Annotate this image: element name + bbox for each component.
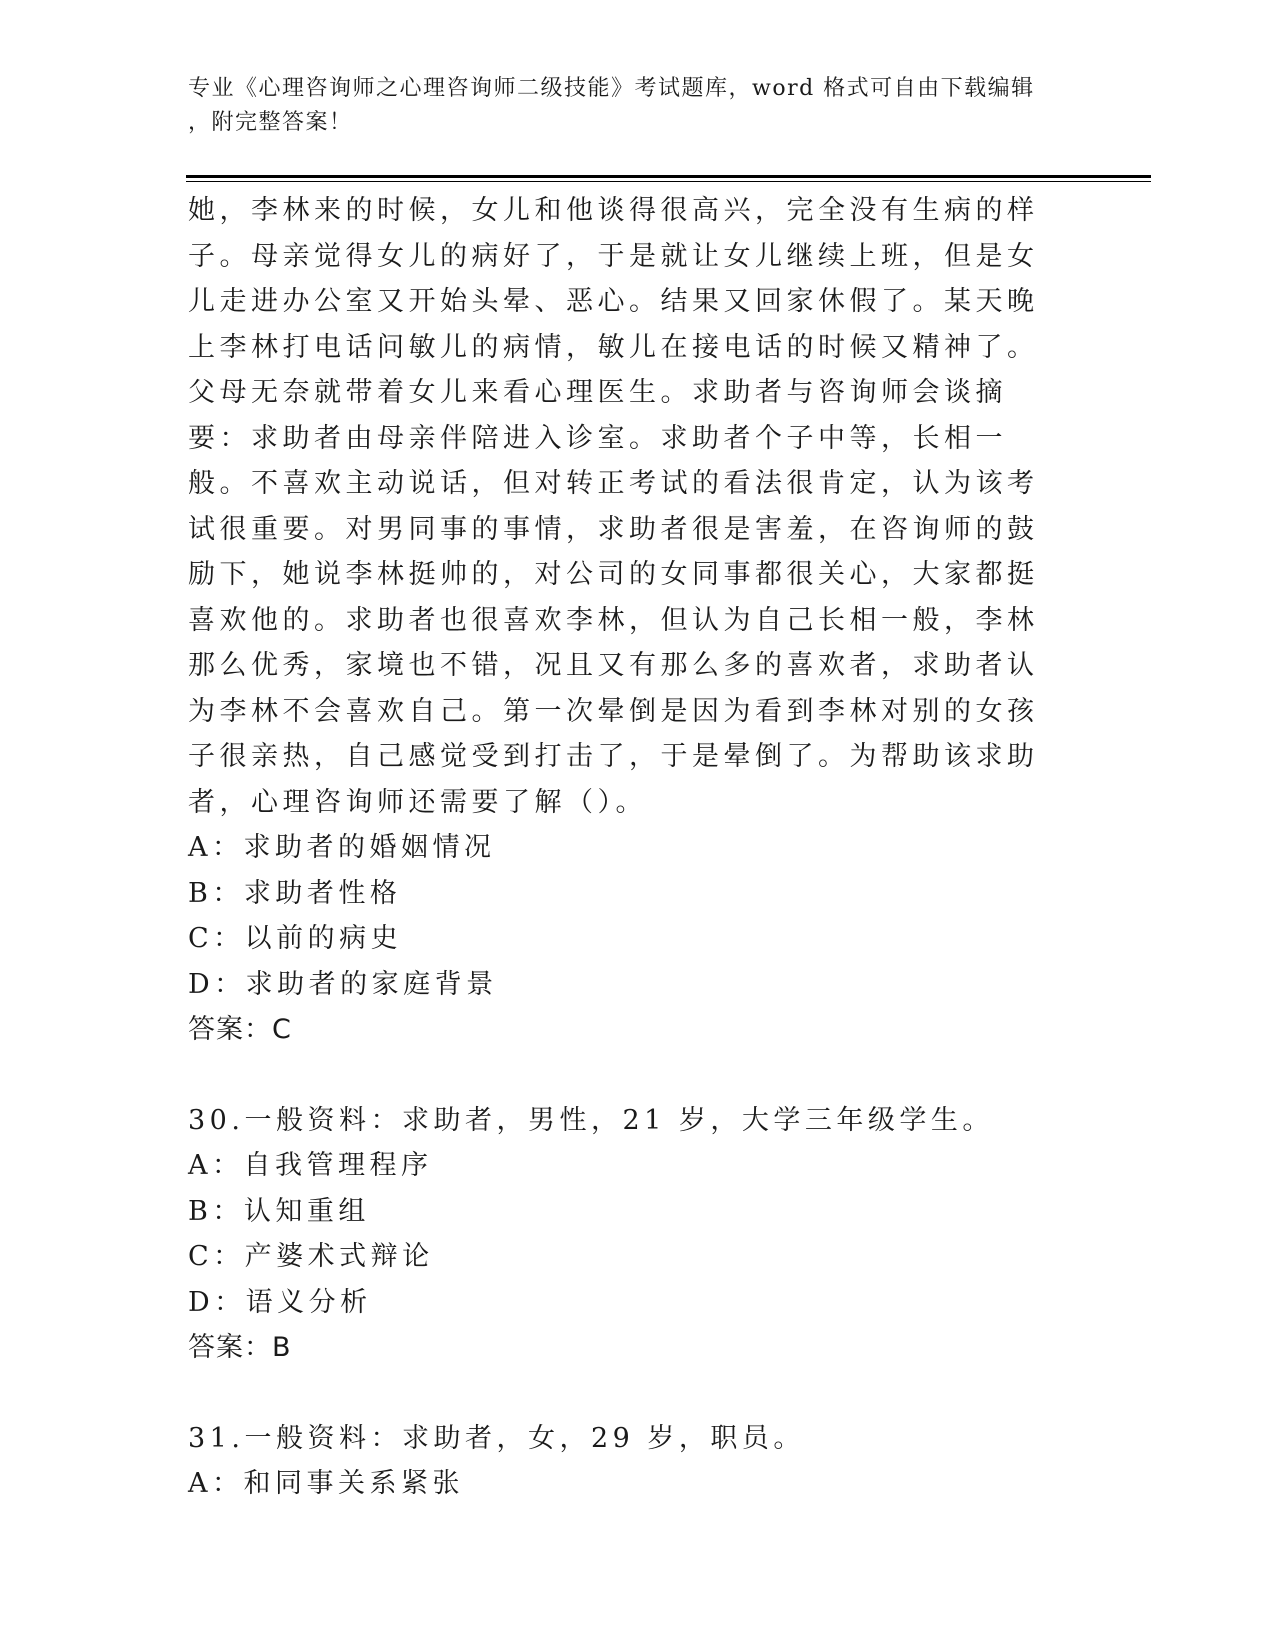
header-line-1: 专业《心理咨询师之心理咨询师二级技能》考试题库，word 格式可自由下载编辑 bbox=[188, 76, 1035, 101]
question-29-text: 她，李林来的时候，女儿和他谈得很高兴，完全没有生病的样子。母亲觉得女儿的病好了，于是就让女儿继续上班，但是女儿走进办公室又开始头晕、恶心。结果又回家休假了。某天晚上李林打电话问敏儿的病情，敏儿在接电话的时候又精神了。父母无奈就带着女儿来看心理医生。求助者与咨询师会谈摘要：求助者由母亲伴陪进入诊室。求助者个子中等，长相一般。不喜欢主动说话，但对转正考试的看法很肯定，认为该考试很重要。对男同事的事情，求助者很是害羞，在咨询师的鼓励下，她说李林挺帅的，对公司的女同事都很关心，大家都挺喜欢他的。求助者也很喜欢李林，但认为自己长相一般，李林那么优秀，家境也不错，况且又有那么多的喜欢者，求助者认为李林不会喜欢自己。第一次晕倒是因为看到李林对别的女孩子很亲热，自己感觉受到打击了，于是晕倒了。为帮助该求助者，心理咨询师还需要了解（）。 bbox=[188, 195, 1039, 818]
header-rule-thick bbox=[186, 175, 1151, 178]
question-30-option-a: A：自我管理程序 bbox=[188, 1150, 433, 1181]
question-29-option-a: A：求助者的婚姻情况 bbox=[188, 832, 496, 863]
header-line-2: ，附完整答案！ bbox=[188, 110, 353, 135]
document-body bbox=[188, 188, 1068, 1507]
question-30-title: 30.一般资料：求助者，男性，21 岁，大学三年级学生。 bbox=[188, 1104, 994, 1136]
question-31-option-a: A：和同事关系紧张 bbox=[188, 1468, 464, 1499]
question-29-option-b: B：求助者性格 bbox=[188, 877, 402, 909]
question-29-option-d: D：求助者的家庭背景 bbox=[188, 968, 498, 1000]
question-30-option-d: D：语义分析 bbox=[188, 1286, 372, 1318]
question-29-answer: 答案：C bbox=[188, 1014, 292, 1045]
question-30-option-c: C：产婆术式辩论 bbox=[188, 1241, 434, 1272]
question-31-title: 31.一般资料：求助者，女，29 岁，职员。 bbox=[188, 1422, 805, 1454]
header-rule-thin bbox=[186, 181, 1151, 182]
question-30-option-b: B：认知重组 bbox=[188, 1195, 370, 1227]
spacer bbox=[188, 1053, 1068, 1098]
document-header bbox=[188, 72, 1068, 140]
question-29-option-c: C：以前的病史 bbox=[188, 923, 403, 954]
question-30-answer: 答案：B bbox=[188, 1332, 292, 1363]
spacer bbox=[188, 1371, 1068, 1416]
